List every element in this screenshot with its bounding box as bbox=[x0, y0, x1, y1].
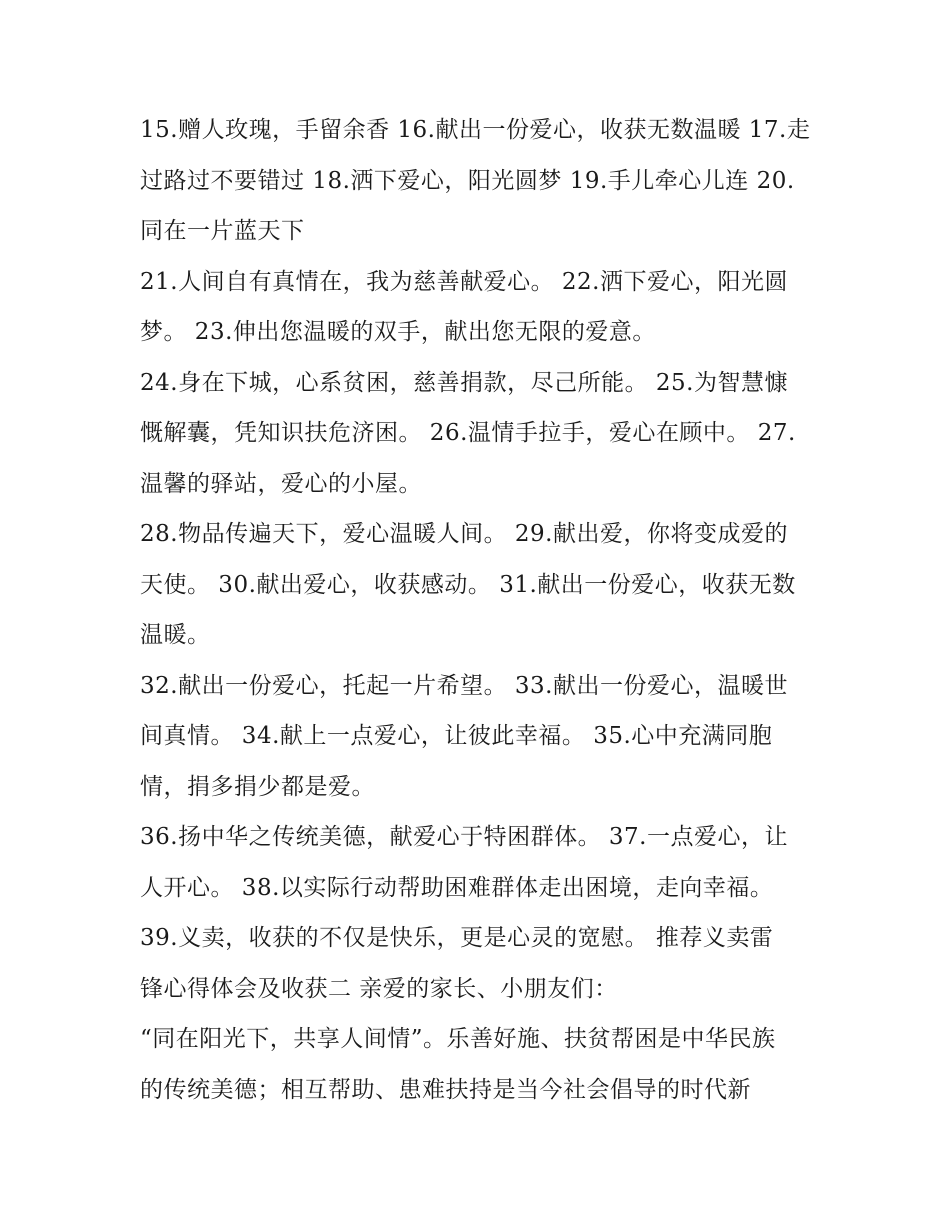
text-line: 21.人间自有真情在，我为慈善献爱心。 22.洒下爱心，阳光圆 bbox=[140, 268, 788, 295]
document-body bbox=[140, 105, 812, 1115]
text-line: 28.物品传遍天下，爱心温暖人间。 29.献出爱，你将变成爱的 bbox=[140, 521, 788, 547]
text-line: 32.献出一份爱心，托起一片希望。 33.献出一份爱心，温暖世 bbox=[140, 672, 788, 699]
text-line: 人开心。 38.以实际行动帮助困难群体走出困境，走向幸福。 bbox=[140, 874, 774, 901]
text-line: 39.义卖，收获的不仅是快乐，更是心灵的宽慰。 推荐义卖雷 bbox=[140, 925, 774, 951]
text-line: 过路过不要错过 18.洒下爱心，阳光圆梦 19.手儿牵心儿连 20. bbox=[140, 167, 795, 194]
text-line: 24.身在下城，心系贫困，慈善捐款，尽己所能。 25.为智慧慷 bbox=[140, 369, 788, 396]
text-line: 锋心得体会及收获二 亲爱的家长、小朋友们： bbox=[140, 975, 618, 1002]
text-line: 慨解囊，凭知识扶危济困。 26.温情手拉手，爱心在顾中。 27. bbox=[140, 420, 796, 446]
text-line: 的传统美德；相互帮助、患难扶持是当今社会倡导的时代新 bbox=[140, 1076, 751, 1103]
text-line: 梦。 23.伸出您温暖的双手，献出您无限的爱意。 bbox=[140, 319, 656, 345]
text-line: 15.赠人玫瑰，手留余香 16.献出一份爱心，收获无数温暖 17.走 bbox=[140, 117, 811, 143]
text-line: 温馨的驿站，爱心的小屋。 bbox=[140, 470, 422, 497]
text-line: 同在一片蓝天下 bbox=[140, 218, 305, 244]
text-line: 天使。 30.献出爱心，收获感动。 31.献出一份爱心，收获无数 bbox=[140, 571, 796, 598]
text-line: 间真情。 34.献上一点爱心，让彼此幸福。 35.心中充满同胞 bbox=[140, 723, 773, 749]
text-line: 情，捐多捐少都是爱。 bbox=[140, 773, 375, 800]
text-line: “同在阳光下，共享人间情”。乐善好施、扶贫帮困是中华民族 bbox=[140, 1026, 776, 1052]
text-line: 36.扬中华之传统美德，献爱心于特困群体。 37.一点爱心，让 bbox=[140, 824, 788, 850]
text-line: 温暖。 bbox=[140, 622, 211, 648]
